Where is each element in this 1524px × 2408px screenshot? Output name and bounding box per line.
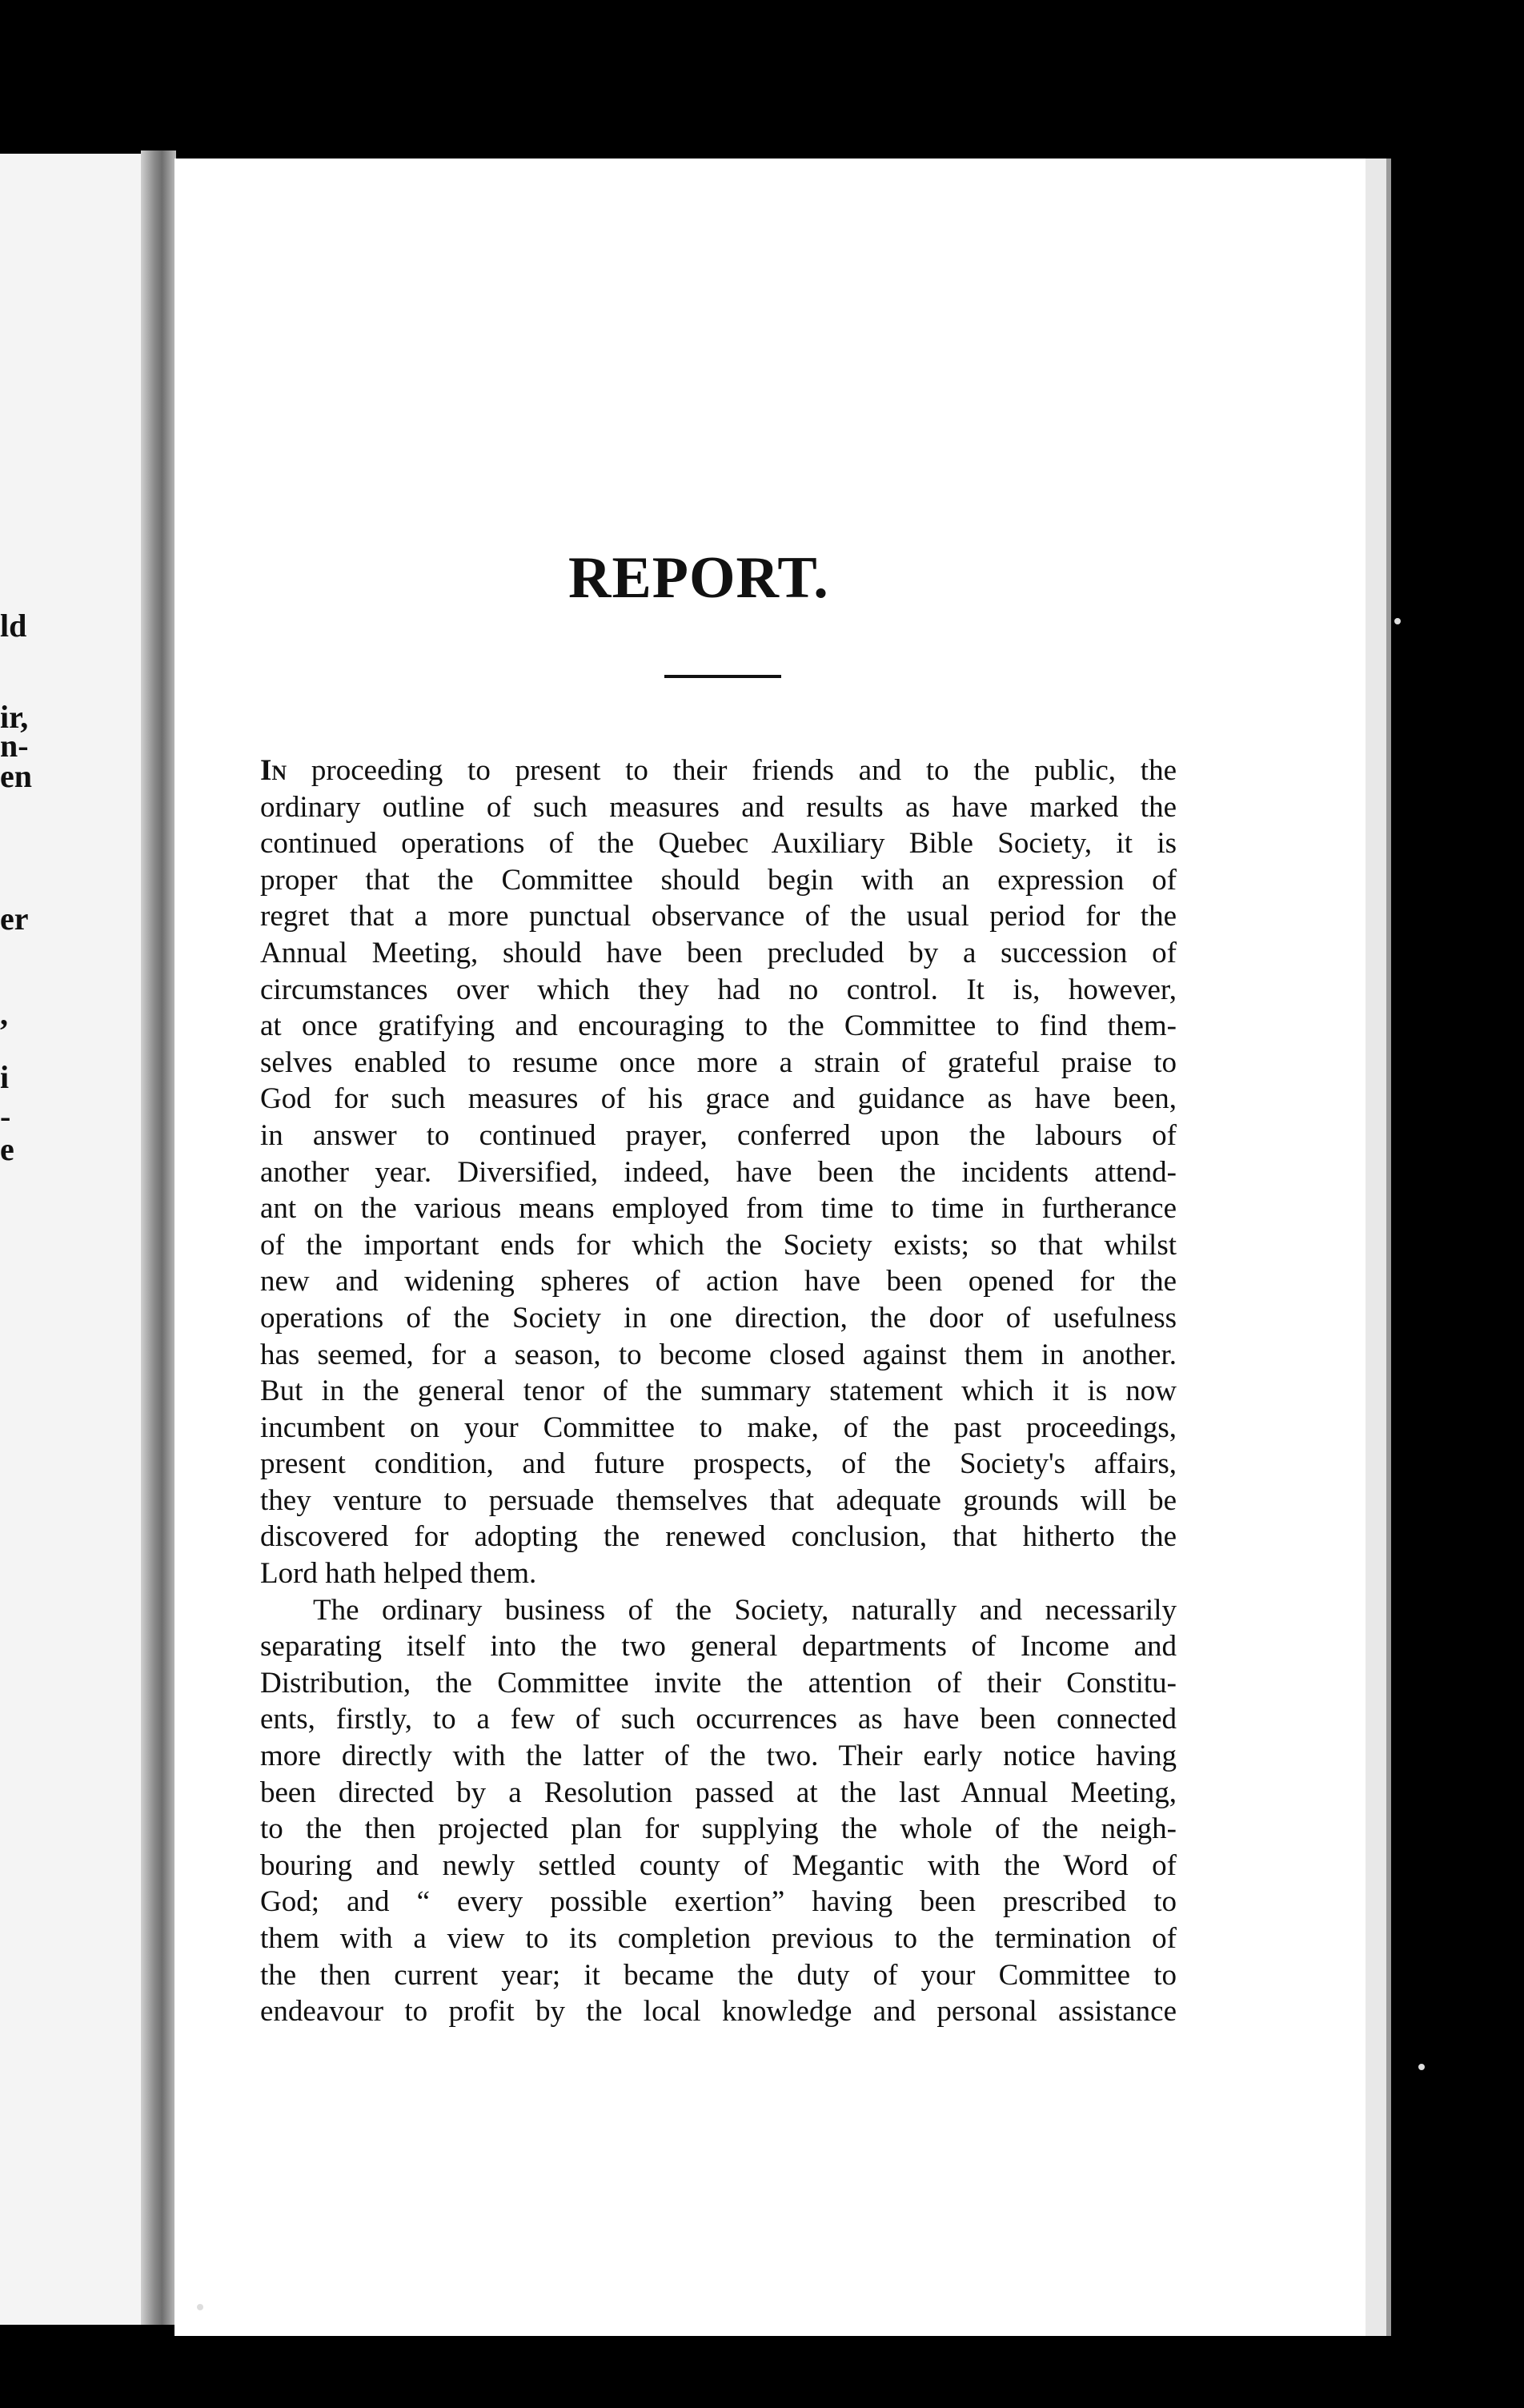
text-line: continued operations of the Quebec Auxiliary Bible Society, it is [260,827,1177,861]
text-line: ents, firstly, to a few of such occurrences as have been connected [260,1703,1177,1736]
text-line: bouring and newly settled county of Megantic with the Word of [260,1848,1177,1882]
text-line: been directed by a Resolution passed at the last Annual Meeting, [260,1776,1177,1809]
text-line: God for such measures of his grace and guidance as have been, [260,1082,1177,1116]
text-line: Annual Meeting, should have been precluded by a succession of [260,936,1177,969]
text-line-rest: proceeding to present to their friends and to the public, the [287,754,1177,787]
text-line: incumbent on your Committee to make, of the past proceedings, [260,1411,1177,1444]
text-line: proper that the Committee should begin with an expression of [260,863,1177,897]
text-line: to the then projected plan for supplying the whole of the neigh- [260,1812,1177,1846]
book-gutter [141,150,176,2325]
left-page-fragment: ld [0,608,27,644]
left-page-fragment: en [0,758,32,794]
text-line: operations of the Society in one direction, the door of usefulness [260,1301,1177,1334]
text-line: separating itself into the two general departments of Income and [260,1630,1177,1664]
text-line: them with a view to its completion previous to the termination of [260,1922,1177,1955]
text-line: endeavour to profit by the local knowledge and personal assistance [260,1995,1177,2029]
left-page-fragment: i [0,1059,10,1095]
text-line: more directly with the latter of the two. Their early notice having [260,1740,1177,1773]
text-line: new and widening spheres of action have been opened for the [260,1265,1177,1298]
left-page-fragment: er [0,901,29,937]
speck [197,2304,203,2310]
speck [1394,618,1401,624]
text-line: Lord hath helped them. [260,1557,537,1591]
text-line: at once gratifying and encouraging to the Committee to find them- [260,1009,1177,1043]
text-line: ant on the various means employed from time to time in furtherance [260,1192,1177,1226]
text-line: the then current year; it became the duty of your Committee to [260,1958,1177,1992]
text-line: selves enabled to resume once more a strain of grateful praise to [260,1045,1177,1079]
text-line: ordinary outline of such measures and results as have marked the [260,790,1177,824]
speck [1418,2064,1425,2070]
text-line: another year. Diversified, indeed, have been the incidents attend- [260,1155,1177,1189]
lead-word: In [260,754,287,787]
left-page-fragment: e [0,1131,14,1167]
left-page-fragment: ir, [0,699,29,735]
text-line: they venture to persuade themselves that adequate grounds will be [260,1483,1177,1517]
text-line: discovered for adopting the renewed conclusion, that hitherto the [260,1520,1177,1554]
text-line: The ordinary business of the Society, naturally and necessarily [313,1593,1177,1627]
text-line: in answer to continued prayer, conferred upon the labours of [260,1118,1177,1152]
text-line: present condition, and future prospects, of the Society's affairs, [260,1447,1177,1481]
text-line [260,752,1177,789]
text-line: Distribution, the Committee invite the attention of their Constitu- [260,1666,1177,1700]
left-page-fragment: , [0,996,8,1032]
left-page-fragment: n- [0,728,29,764]
text-line: circumstances over which they had no control. It is, however, [260,973,1177,1006]
text-line: But in the general tenor of the summary statement which it is now [260,1375,1177,1408]
text-line: of the important ends for which the Society exists; so that whilst [260,1228,1177,1262]
left-page-edge [0,154,157,2325]
page-title: REPORT. [568,545,829,611]
text-line: regret that a more punctual observance of the usual period for the [260,900,1177,933]
text-line: has seemed, for a season, to become closed against them in another. [260,1338,1177,1371]
left-page-fragment: - [0,1098,11,1134]
text-line: God; and “ every possible exertion” having been prescribed to [260,1885,1177,1919]
title-rule [664,675,781,678]
report-body [260,752,1177,2030]
